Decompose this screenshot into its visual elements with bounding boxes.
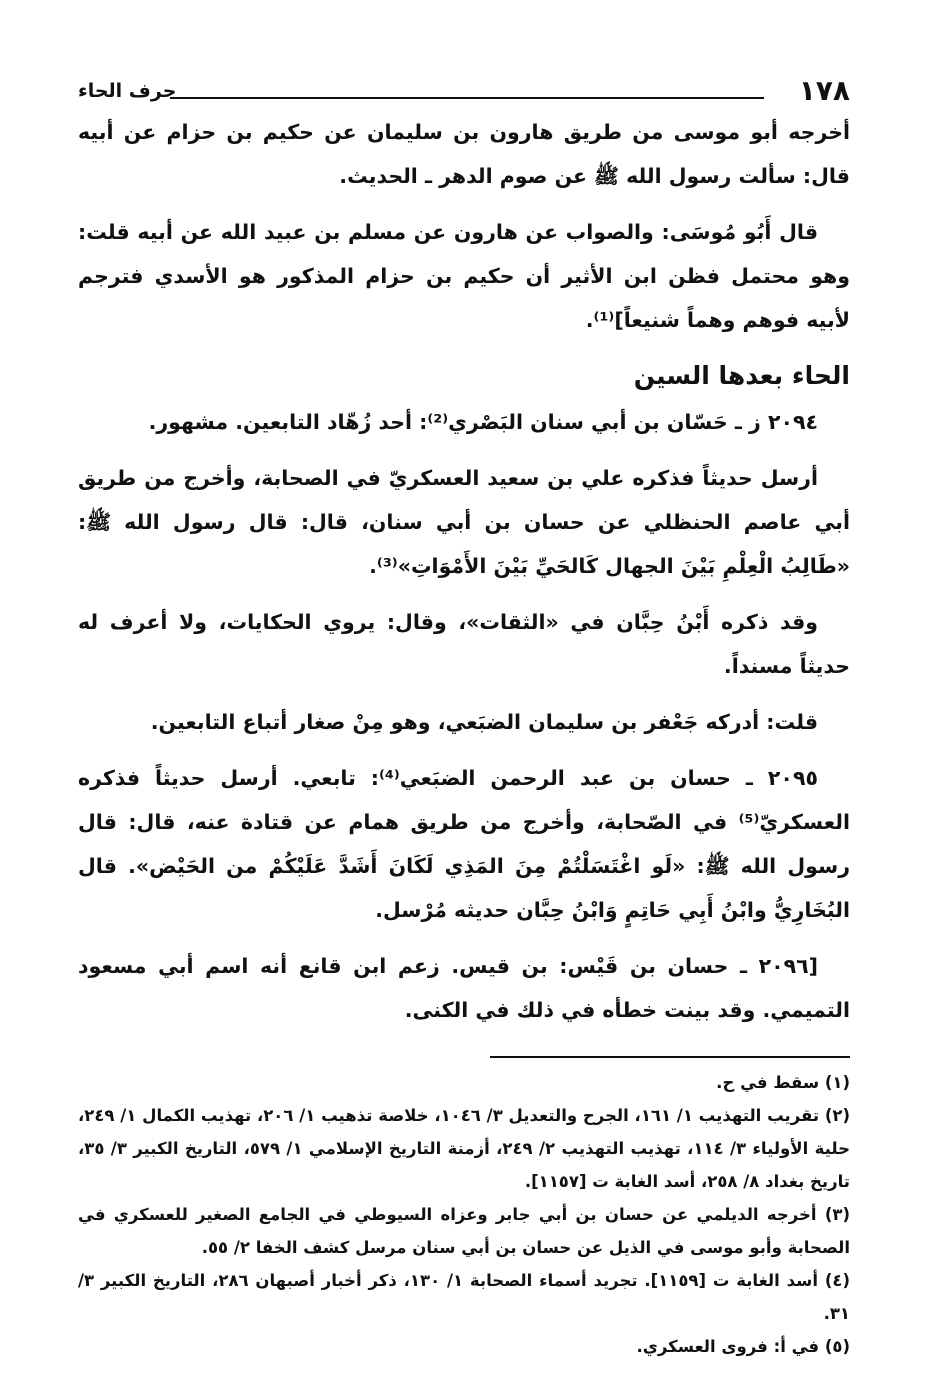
- page-number: ١٧٨: [798, 74, 850, 107]
- entry-2094-paragraph: أرسل حديثاً فذكره علي بن سعيد العسكريّ في الصحابة، وأخرج من طريق أبي عاصم الحنظلي عن حسان بن أبي سنان، قال: قال رسول الله ﷺ: «طَالِبُ الْعِلْمِ بَيْنَ الجهال كَالحَيِّ بَيْنَ الأَمْوَاتِ»⁽³⁾.: [78, 466, 850, 578]
- footnote: (٤) أسد الغابة ت [١١٥٩]. تجريد أسماء الصحابة ١/ ١٣٠، ذكر أخبار أصبهان ٢٨٦، التاريخ الكبير ٣/ ٣١.: [78, 1271, 850, 1323]
- section-heading: الحاء بعدها السين: [633, 361, 850, 390]
- footnotes: [78, 1066, 850, 1363]
- page-header: [78, 70, 850, 110]
- footnote: (١) سقط في ح.: [716, 1073, 850, 1092]
- running-title: حرف الحاء: [78, 80, 177, 102]
- footnote: (٢) تقريب التهذيب ١/ ١٦١، الجرح والتعديل ٣/ ١٠٤٦، خلاصة تذهيب ١/ ٢٠٦، تهذيب الكمال ١/ ٢٤٩، حلية الأولياء ٣/ ١١٤، تهذيب التهذيب ٢/ ٢٤٩، أزمنة التاريخ الإسلامي ١/ ٥٧٩، التاريخ الكبير ٣/ ٣٥، تاريخ بغداد ٨/ ٢٥٨، أسد الغابة ت [١١٥٧].: [78, 1106, 851, 1191]
- main-text: [78, 110, 850, 1032]
- paragraph: أخرجه أبو موسى من طريق هارون بن سليمان عن حكيم بن حزام عن أبيه قال: سألت رسول الله ﷺ عن صوم الدهر ـ الحديث.: [78, 120, 850, 188]
- footnote: (٣) أخرجه الديلمي عن حسان بن أبي جابر وعزاه السيوطي في الجامع الصغير للعسكري في الصحابة وأبو موسى في الذيل عن حسان بن أبي سنان مرسل كشف الخفا ٢/ ٥٥.: [78, 1205, 850, 1257]
- entry-heading-2094: ٢٠٩٤ ز ـ حَسّان بن أبي سنان البَصْري⁽²⁾: أحد زُهّاد التابعين. مشهور.: [148, 410, 818, 434]
- entry-2094-paragraph: وقد ذكره أَبْنُ حِبَّان في «الثقات»، وقال: يروي الحكايات، ولا أعرف له حديثاً مسنداً.: [78, 610, 850, 678]
- entry-2095: ٢٠٩٥ ـ حسان بن عبد الرحمن الضبَعي⁽⁴⁾: تابعي. أرسل حديثاً فذكره العسكريّ⁽⁵⁾ في الصّحابة، وأخرج من طريق همام عن قتادة عنه، قال: قال رسول الله ﷺ: «لَو اغْتَسَلْتُمْ مِنَ المَذِي لَكَانَ أَشَدَّ عَلَيْكُمْ من الحَيْض». قال البُخَارِيُّ وابْنُ أَبِي حَاتِمٍ وَابْنُ حِبَّان حديثه مُرْسل.: [78, 766, 850, 922]
- paragraph: قال أَبُو مُوسَى: والصواب عن هارون عن مسلم بن عبيد الله عن أبيه قلت: وهو محتمل فظن ابن الأثير أن حكيم بن حزام المذكور هو الأسدي فترجم لأبيه فوهم وهماً شنيعاً]⁽¹⁾.: [78, 220, 850, 332]
- footnote-rule: [490, 1056, 850, 1058]
- entry-2096: [٢٠٩٦ ـ حسان بن قَيْس: بن قيس. زعم ابن قانع أنه اسم أبي مسعود التميمي. وقد بينت خطأه في ذلك في الكنى.: [78, 954, 850, 1022]
- footnote: (٥) في أ: فروى العسكري.: [636, 1337, 850, 1356]
- header-rule: [170, 97, 764, 99]
- book-page: [78, 70, 850, 1363]
- entry-2094-paragraph: قلت: أدركه جَعْفر بن سليمان الضبَعي، وهو مِنْ صغار أتباع التابعين.: [150, 710, 818, 734]
